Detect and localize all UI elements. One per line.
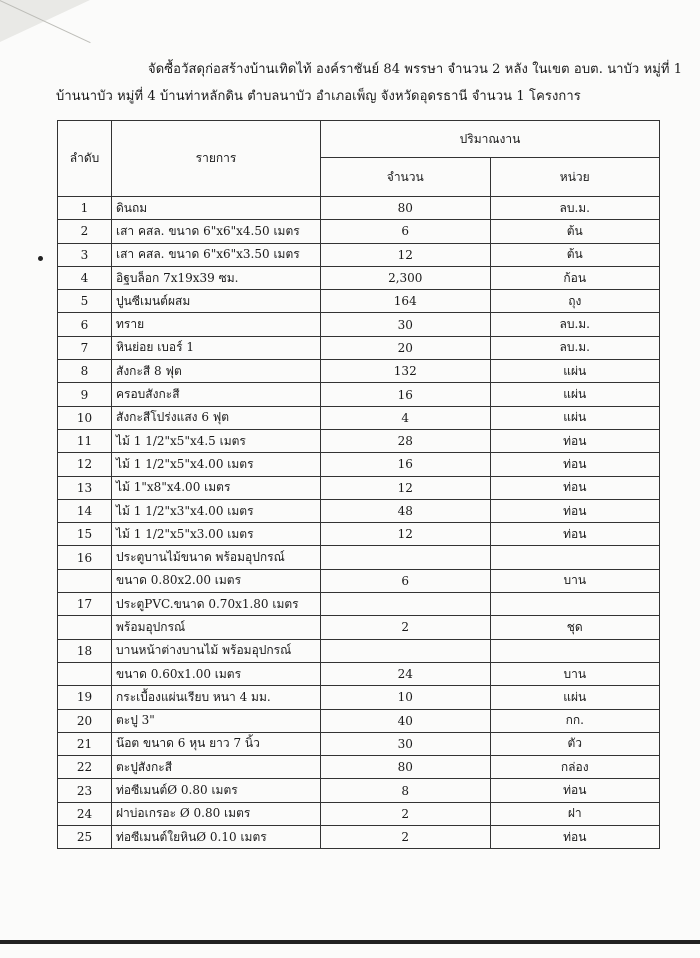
row-name: ไม้ 1"x8"x4.00 เมตร bbox=[112, 476, 321, 499]
table-row bbox=[58, 220, 660, 243]
row-no: 22 bbox=[58, 756, 112, 779]
row-no: 11 bbox=[58, 429, 112, 452]
intro-paragraph bbox=[56, 56, 683, 110]
intro-line-1: จัดซื้อวัสดุก่อสร้างบ้านเทิดไท้ องค์ราชันย์ 84 พรรษา จำนวน 2 หลัง ในเขต อบต. นาบัว หมู่ที่ 1 bbox=[148, 62, 683, 77]
table-row bbox=[58, 453, 660, 476]
table-row bbox=[58, 476, 660, 499]
row-name: ไม้ 1 1/2"x5"x4.5 เมตร bbox=[112, 429, 321, 452]
table-row bbox=[58, 686, 660, 709]
row-no: 9 bbox=[58, 383, 112, 406]
row-name: ตะปูสังกะสี bbox=[112, 756, 321, 779]
row-unit: ต้น bbox=[490, 243, 660, 266]
row-name: ไม้ 1 1/2"x5"x3.00 เมตร bbox=[112, 523, 321, 546]
row-no: 20 bbox=[58, 709, 112, 732]
table-row bbox=[58, 429, 660, 452]
row-unit bbox=[490, 639, 660, 662]
row-qty: 6 bbox=[321, 220, 491, 243]
row-qty: 16 bbox=[321, 453, 491, 476]
row-no: 7 bbox=[58, 336, 112, 359]
row-unit: ชุด bbox=[490, 616, 660, 639]
table-row bbox=[58, 290, 660, 313]
row-name: สังกะสีโปร่งแสง 6 ฟุต bbox=[112, 406, 321, 429]
row-qty: 6 bbox=[321, 569, 491, 592]
table-row bbox=[58, 243, 660, 266]
row-qty bbox=[321, 639, 491, 662]
table-body bbox=[58, 197, 660, 849]
row-no: 6 bbox=[58, 313, 112, 336]
row-unit: ท่อน bbox=[490, 476, 660, 499]
table-row bbox=[58, 802, 660, 825]
table-row bbox=[58, 546, 660, 569]
row-qty bbox=[321, 546, 491, 569]
row-no: 5 bbox=[58, 290, 112, 313]
row-unit: ลบ.ม. bbox=[490, 197, 660, 220]
header-amount: ปริมาณงาน bbox=[321, 121, 660, 158]
row-qty: 10 bbox=[321, 686, 491, 709]
row-unit: ต้น bbox=[490, 220, 660, 243]
row-no: 23 bbox=[58, 779, 112, 802]
row-no: 1 bbox=[58, 197, 112, 220]
row-unit: แผ่น bbox=[490, 383, 660, 406]
row-qty: 2 bbox=[321, 616, 491, 639]
ink-dot bbox=[38, 256, 43, 261]
row-name: ประตูบานไม้ขนาด พร้อมอุปกรณ์ bbox=[112, 546, 321, 569]
row-qty: 48 bbox=[321, 499, 491, 522]
row-no bbox=[58, 662, 112, 685]
row-qty: 16 bbox=[321, 383, 491, 406]
table-row bbox=[58, 709, 660, 732]
table-row bbox=[58, 360, 660, 383]
row-no: 17 bbox=[58, 593, 112, 616]
row-unit: ท่อน bbox=[490, 826, 660, 849]
row-no: 13 bbox=[58, 476, 112, 499]
row-qty: 20 bbox=[321, 336, 491, 359]
row-no: 12 bbox=[58, 453, 112, 476]
row-qty: 12 bbox=[321, 476, 491, 499]
row-name: ตะปู 3" bbox=[112, 709, 321, 732]
row-no: 10 bbox=[58, 406, 112, 429]
row-unit: แผ่น bbox=[490, 406, 660, 429]
materials-table bbox=[57, 120, 660, 849]
row-qty: 80 bbox=[321, 756, 491, 779]
table-row bbox=[58, 593, 660, 616]
table-row bbox=[58, 383, 660, 406]
table-row bbox=[58, 197, 660, 220]
row-name: น๊อต ขนาด 6 หุน ยาว 7 นิ้ว bbox=[112, 732, 321, 755]
table-row bbox=[58, 779, 660, 802]
header-unit: หน่วย bbox=[490, 158, 660, 197]
row-qty: 2,300 bbox=[321, 266, 491, 289]
row-no: 3 bbox=[58, 243, 112, 266]
table-row bbox=[58, 523, 660, 546]
row-no: 24 bbox=[58, 802, 112, 825]
row-qty: 12 bbox=[321, 243, 491, 266]
row-no: 2 bbox=[58, 220, 112, 243]
row-name: เสา คสล. ขนาด 6"x6"x3.50 เมตร bbox=[112, 243, 321, 266]
row-no: 19 bbox=[58, 686, 112, 709]
table-row bbox=[58, 616, 660, 639]
bottom-rule bbox=[0, 940, 700, 944]
row-unit: ลบ.ม. bbox=[490, 313, 660, 336]
row-qty bbox=[321, 593, 491, 616]
row-unit: บาน bbox=[490, 662, 660, 685]
row-qty: 132 bbox=[321, 360, 491, 383]
row-name: ท่อซีเมนต์ใยหินØ 0.10 เมตร bbox=[112, 826, 321, 849]
header-qty: จำนวน bbox=[321, 158, 491, 197]
table-row bbox=[58, 826, 660, 849]
row-unit: ถุง bbox=[490, 290, 660, 313]
row-qty: 2 bbox=[321, 802, 491, 825]
row-qty: 80 bbox=[321, 197, 491, 220]
row-unit: แผ่น bbox=[490, 360, 660, 383]
row-qty: 8 bbox=[321, 779, 491, 802]
row-unit: กล่อง bbox=[490, 756, 660, 779]
row-qty: 30 bbox=[321, 732, 491, 755]
intro-line-2: บ้านนาบัว หมู่ที่ 4 บ้านท่าหลักดิน ตำบลนาบัว อำเภอเพ็ญ จังหวัดอุดรธานี จำนวน 1 โครงการ bbox=[56, 89, 581, 104]
row-no: 4 bbox=[58, 266, 112, 289]
row-qty: 12 bbox=[321, 523, 491, 546]
table-row bbox=[58, 662, 660, 685]
row-unit bbox=[490, 593, 660, 616]
row-name: ท่อซีเมนต์Ø 0.80 เมตร bbox=[112, 779, 321, 802]
row-unit: แผ่น bbox=[490, 686, 660, 709]
row-unit: กก. bbox=[490, 709, 660, 732]
row-name: ทราย bbox=[112, 313, 321, 336]
table-row bbox=[58, 639, 660, 662]
row-name: ไม้ 1 1/2"x5"x4.00 เมตร bbox=[112, 453, 321, 476]
row-name: ดินถม bbox=[112, 197, 321, 220]
row-unit: ท่อน bbox=[490, 453, 660, 476]
row-unit: ท่อน bbox=[490, 779, 660, 802]
row-name: ขนาด 0.80x2.00 เมตร bbox=[112, 569, 321, 592]
row-name: ปูนซีเมนต์ผสม bbox=[112, 290, 321, 313]
row-name: ครอบสังกะสี bbox=[112, 383, 321, 406]
row-unit: ท่อน bbox=[490, 429, 660, 452]
header-no: ลำดับ bbox=[58, 121, 112, 197]
row-unit: บาน bbox=[490, 569, 660, 592]
row-name: เสา คสล. ขนาด 6"x6"x4.50 เมตร bbox=[112, 220, 321, 243]
row-name: ขนาด 0.60x1.00 เมตร bbox=[112, 662, 321, 685]
row-no bbox=[58, 616, 112, 639]
row-name: บานหน้าต่างบานไม้ พร้อมอุปกรณ์ bbox=[112, 639, 321, 662]
row-name: ฝาบ่อเกรอะ Ø 0.80 เมตร bbox=[112, 802, 321, 825]
row-name: พร้อมอุปกรณ์ bbox=[112, 616, 321, 639]
row-unit: ท่อน bbox=[490, 523, 660, 546]
table-row bbox=[58, 336, 660, 359]
row-name: สังกะสี 8 ฟุต bbox=[112, 360, 321, 383]
table-row bbox=[58, 732, 660, 755]
table-row bbox=[58, 266, 660, 289]
row-unit: ฝา bbox=[490, 802, 660, 825]
row-unit: ก้อน bbox=[490, 266, 660, 289]
row-no: 25 bbox=[58, 826, 112, 849]
row-unit bbox=[490, 546, 660, 569]
row-qty: 40 bbox=[321, 709, 491, 732]
row-no: 14 bbox=[58, 499, 112, 522]
row-name: กระเบื้องแผ่นเรียบ หนา 4 มม. bbox=[112, 686, 321, 709]
row-qty: 28 bbox=[321, 429, 491, 452]
row-name: ไม้ 1 1/2"x3"x4.00 เมตร bbox=[112, 499, 321, 522]
row-qty: 164 bbox=[321, 290, 491, 313]
table-row bbox=[58, 406, 660, 429]
row-no: 21 bbox=[58, 732, 112, 755]
row-name: หินย่อย เบอร์ 1 bbox=[112, 336, 321, 359]
row-name: อิฐบล็อก 7x19x39 ซม. bbox=[112, 266, 321, 289]
table-row bbox=[58, 499, 660, 522]
row-unit: ตัว bbox=[490, 732, 660, 755]
table-row bbox=[58, 313, 660, 336]
row-qty: 2 bbox=[321, 826, 491, 849]
row-no bbox=[58, 569, 112, 592]
row-no: 8 bbox=[58, 360, 112, 383]
row-unit: ท่อน bbox=[490, 499, 660, 522]
table-row bbox=[58, 569, 660, 592]
row-no: 15 bbox=[58, 523, 112, 546]
row-qty: 4 bbox=[321, 406, 491, 429]
table-row bbox=[58, 756, 660, 779]
row-unit: ลบ.ม. bbox=[490, 336, 660, 359]
row-name: ประตูPVC.ขนาด 0.70x1.80 เมตร bbox=[112, 593, 321, 616]
row-no: 18 bbox=[58, 639, 112, 662]
row-no: 16 bbox=[58, 546, 112, 569]
header-name: รายการ bbox=[112, 121, 321, 197]
row-qty: 30 bbox=[321, 313, 491, 336]
row-qty: 24 bbox=[321, 662, 491, 685]
